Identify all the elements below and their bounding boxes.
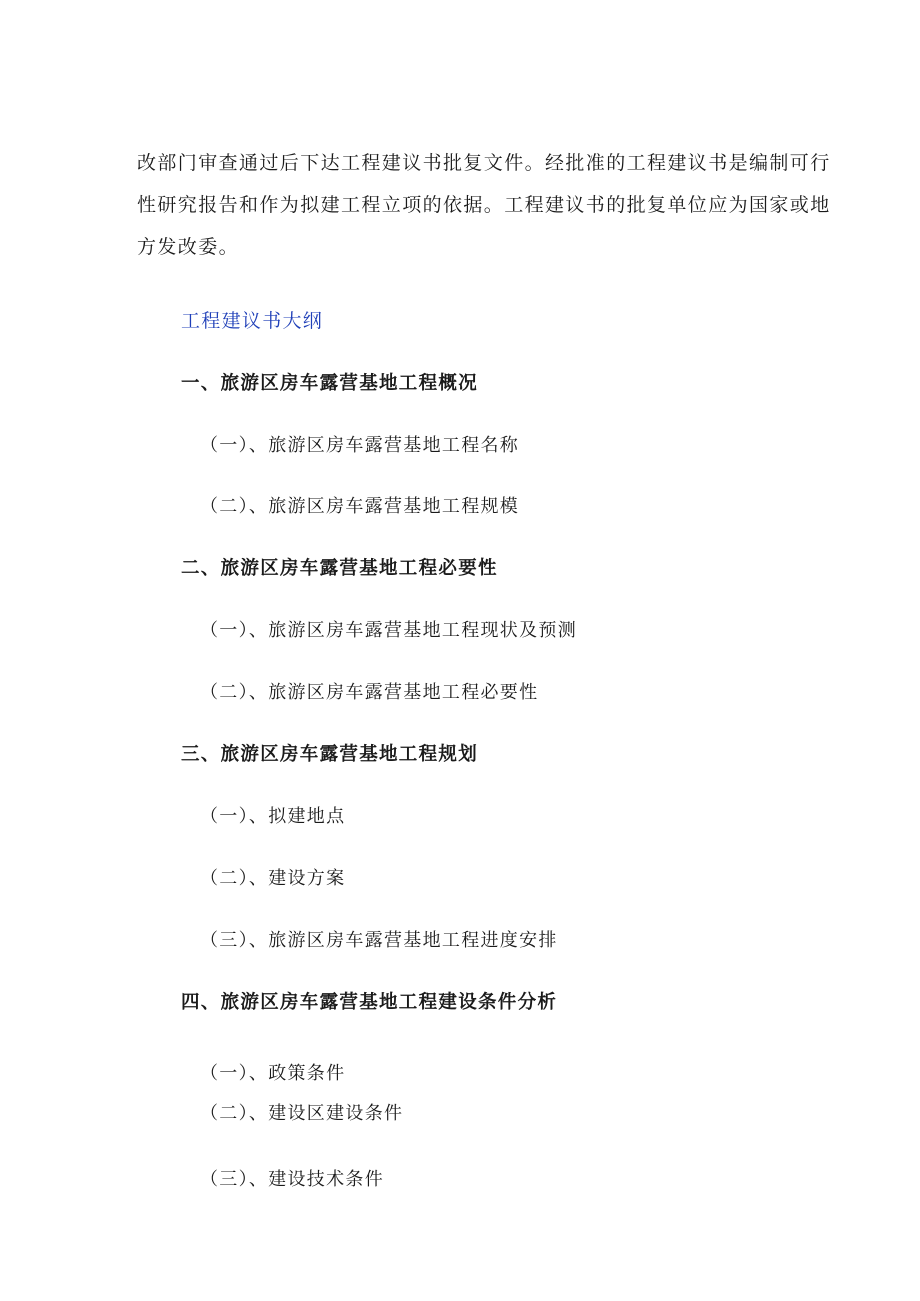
subsection-item: （一）、旅游区房车露营基地工程名称 [200, 435, 520, 456]
subsection-item: （一）、政策条件 [200, 1063, 346, 1084]
section-heading-1: 一、旅游区房车露营基地工程概况 [181, 373, 479, 394]
paragraph-line: 性研究报告和作为拟建工程立项的依据。工程建议书的批复单位应为国家或地 [137, 194, 831, 216]
subsection-item: （二）、旅游区房车露营基地工程规模 [200, 496, 520, 517]
paragraph-line: 方发改委。 [137, 236, 240, 258]
outline-title: 工程建议书大纲 [181, 310, 324, 332]
subsection-item: （三）、建设技术条件 [200, 1169, 384, 1190]
subsection-item: （一）、拟建地点 [200, 806, 346, 827]
subsection-item: （二）、建设方案 [200, 868, 346, 889]
intro-paragraph [137, 142, 837, 268]
section-heading-2: 二、旅游区房车露营基地工程必要性 [181, 558, 498, 579]
subsection-item: （二）、建设区建设条件 [200, 1103, 404, 1124]
subsection-item: （一）、旅游区房车露营基地工程现状及预测 [200, 620, 577, 641]
subsection-item: （三）、旅游区房车露营基地工程进度安排 [200, 930, 558, 951]
paragraph-line: 改部门审查通过后下达工程建议书批复文件。经批准的工程建议书是编制可行 [137, 152, 831, 174]
subsection-item: （二）、旅游区房车露营基地工程必要性 [200, 682, 539, 703]
section-heading-3: 三、旅游区房车露营基地工程规划 [181, 744, 479, 765]
section-heading-4: 四、旅游区房车露营基地工程建设条件分析 [181, 992, 558, 1013]
